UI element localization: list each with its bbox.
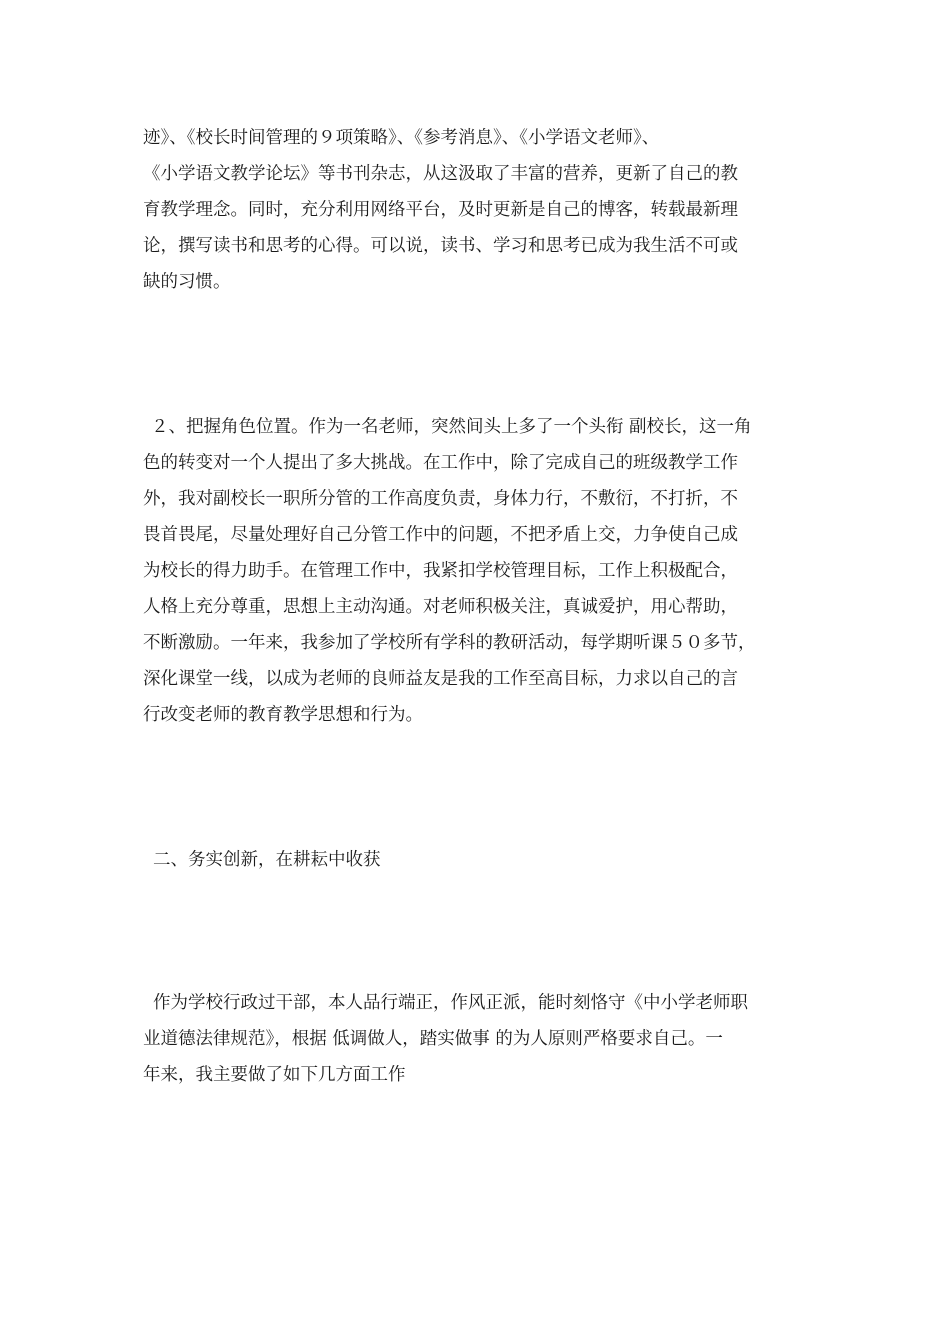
paragraph-2-line-6: 人格上充分尊重，思想上主动沟通。对老师积极关注，真诚爱护，用心帮助， xyxy=(143,597,738,617)
paragraph-1-line-2: 《小学语文教学论坛》等书刊杂志，从这汲取了丰富的营养，更新了自己的教 xyxy=(143,164,738,184)
paragraph-1-line-5: 缺的习惯。 xyxy=(143,272,231,292)
paragraph-2-line-5: 为校长的得力助手。在管理工作中，我紧扣学校管理目标，工作上积极配合， xyxy=(143,561,738,581)
paragraph-2-line-2: 色的转变对一个人提出了多大挑战。在工作中，除了完成自己的班级教学工作 xyxy=(143,453,738,473)
section-heading: 二、务实创新，在耕耘中收获 xyxy=(153,850,381,870)
paragraph-2-line-1: ２、把握角色位置。作为一名老师，突然间头上多了一个头衔 副校长，这一角 xyxy=(151,417,752,437)
paragraph-1-line-1: 迹》、《校长时间管理的９项策略》、《参考消息》、《小学语文老师》、 xyxy=(143,128,660,148)
paragraph-2-line-9: 行改变老师的教育教学思想和行为。 xyxy=(143,705,423,725)
paragraph-1-line-4: 论，撰写读书和思考的心得。可以说，读书、学习和思考已成为我生活不可或 xyxy=(143,236,738,256)
paragraph-2-line-4: 畏首畏尾，尽量处理好自己分管工作中的问题，不把矛盾上交，力争使自己成 xyxy=(143,525,738,545)
paragraph-2-line-3: 外，我对副校长一职所分管的工作高度负责，身体力行，不敷衍，不打折，不 xyxy=(143,489,738,509)
paragraph-2-line-7: 不断激励。一年来，我参加了学校所有学科的教研活动，每学期听课５０多节， xyxy=(143,633,756,653)
paragraph-3-line-2: 业道德法律规范》，根据 低调做人，踏实做事 的为人原则严格要求自己。一 xyxy=(143,1029,723,1049)
paragraph-3-line-1: 作为学校行政过干部，本人品行端正，作风正派，能时刻恪守《中小学老师职 xyxy=(153,993,748,1013)
paragraph-1-line-3: 育教学理念。同时，充分利用网络平台，及时更新是自己的博客，转载最新理 xyxy=(143,200,738,220)
paragraph-2-line-8: 深化课堂一线，以成为老师的良师益友是我的工作至高目标，力求以自己的言 xyxy=(143,669,738,689)
paragraph-3-line-3: 年来，我主要做了如下几方面工作 xyxy=(143,1065,406,1085)
